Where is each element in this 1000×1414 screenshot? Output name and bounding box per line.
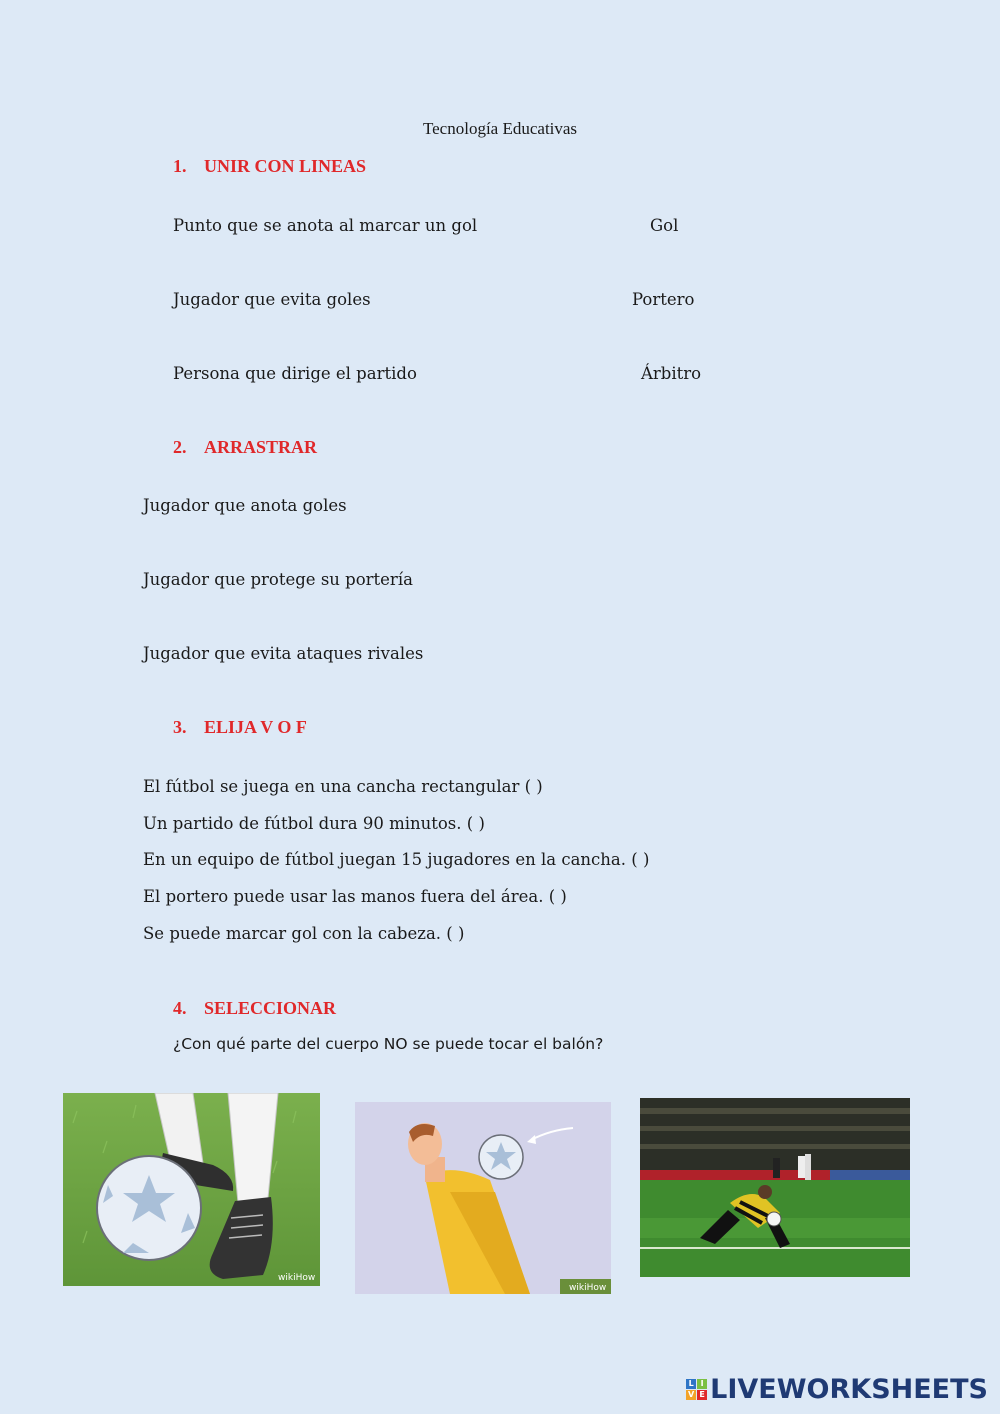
logo-letter: E	[697, 1390, 707, 1400]
section-2-title: ARRASTRAR	[204, 437, 318, 457]
liveworksheets-brand	[686, 1374, 988, 1405]
logo-letter: L	[686, 1379, 696, 1389]
section-1-heading	[173, 156, 366, 177]
drag-item-2[interactable]: Jugador que protege su portería	[143, 570, 413, 589]
drag-item-1[interactable]: Jugador que anota goles	[143, 496, 347, 515]
logo-letter: I	[697, 1379, 707, 1389]
section-4-heading	[173, 998, 336, 1019]
feet-ball-illustration	[63, 1093, 320, 1286]
section-3-number: 3.	[173, 717, 187, 737]
wikihow-watermark: wikiHow	[278, 1273, 316, 1283]
brand-text: LIVEWORKSHEETS	[710, 1374, 988, 1405]
section-4-number: 4.	[173, 998, 187, 1018]
select-question: ¿Con qué parte del cuerpo NO se puede tocar el balón?	[173, 1035, 604, 1053]
section-2-heading	[173, 437, 317, 458]
chest-ball-illustration	[355, 1102, 611, 1294]
option-image-chest[interactable]	[355, 1102, 611, 1294]
true-false-item-2[interactable]: Un partido de fútbol dura 90 minutos. ( )	[143, 814, 485, 833]
section-4-title: SELECCIONAR	[204, 998, 337, 1018]
option-image-feet[interactable]	[63, 1093, 320, 1286]
section-3-heading	[173, 717, 307, 738]
match-left-item-1[interactable]: Punto que se anota al marcar un gol	[173, 216, 478, 235]
match-left-item-2[interactable]: Jugador que evita goles	[173, 290, 371, 309]
stadium-player-photo	[640, 1098, 910, 1277]
option-image-stadium[interactable]	[640, 1098, 910, 1277]
page-title: Tecnología Educativas	[422, 119, 578, 138]
section-2-number: 2.	[173, 437, 187, 457]
true-false-item-1[interactable]: El fútbol se juega en una cancha rectangular ( )	[143, 777, 543, 796]
true-false-item-3[interactable]: En un equipo de fútbol juegan 15 jugadores en la cancha. ( )	[143, 850, 650, 869]
match-right-item-arbitro[interactable]: Árbitro	[641, 364, 702, 383]
match-right-item-portero[interactable]: Portero	[632, 290, 695, 309]
match-right-item-gol[interactable]: Gol	[650, 216, 679, 235]
logo-letter: V	[688, 1390, 695, 1399]
section-1-number: 1.	[173, 156, 187, 176]
section-3-title: ELIJA V O F	[204, 717, 307, 737]
drag-item-3[interactable]: Jugador que evita ataques rivales	[143, 644, 424, 663]
liveworksheets-logo-icon	[686, 1379, 707, 1400]
true-false-item-4[interactable]: El portero puede usar las manos fuera del área. ( )	[143, 887, 567, 906]
true-false-item-5[interactable]: Se puede marcar gol con la cabeza. ( )	[143, 924, 465, 943]
wikihow-watermark: wikiHow	[569, 1283, 607, 1293]
match-left-item-3[interactable]: Persona que dirige el partido	[173, 364, 417, 383]
section-1-title: UNIR CON LINEAS	[204, 156, 367, 176]
